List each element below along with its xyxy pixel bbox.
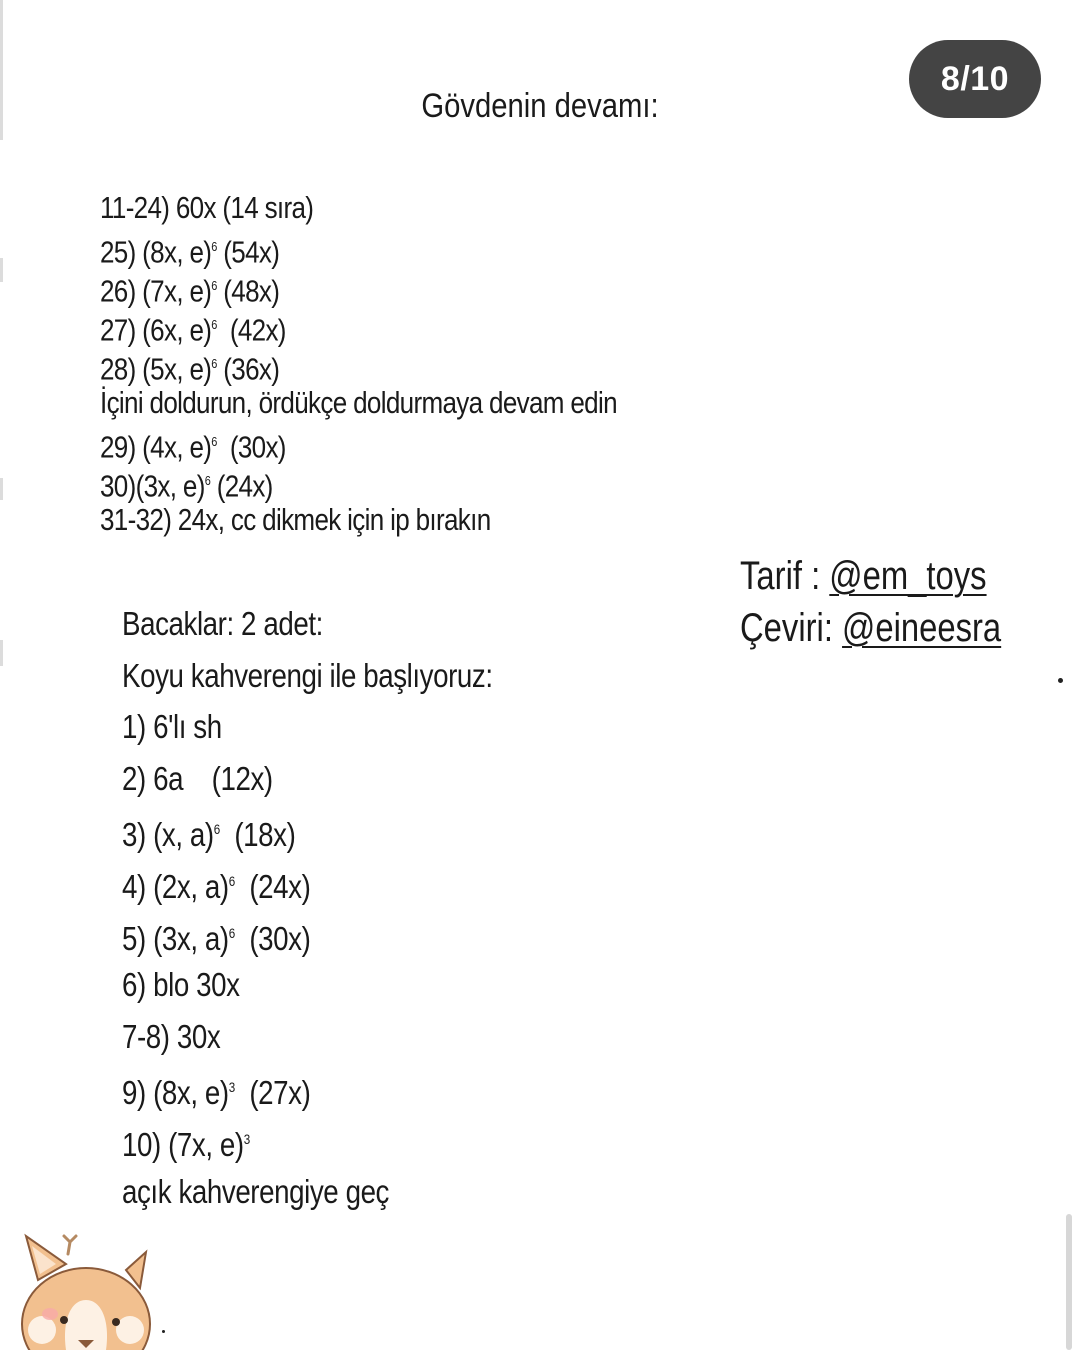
speck-dot	[1058, 678, 1063, 683]
instruction-row	[100, 383, 617, 422]
repeat-count: 6	[211, 356, 217, 371]
repeat-count: 6	[211, 239, 217, 254]
speck-dot	[162, 1330, 165, 1333]
repeat-count: 3	[243, 1130, 250, 1147]
recipe-credit	[740, 550, 986, 602]
line-text: 27) (6x, e)	[100, 312, 212, 348]
instruction-row	[100, 305, 617, 348]
page-indicator-text: 8/10	[940, 59, 1010, 98]
line-text: 28) (5x, e)	[100, 351, 212, 387]
line-text: 2) 6a	[122, 759, 184, 797]
leg-instruction-row	[122, 1114, 493, 1166]
body-instructions	[100, 188, 617, 539]
line-text: 9) (8x, e)	[122, 1074, 229, 1112]
fox-mascot-icon	[18, 1230, 178, 1350]
left-edge-line	[0, 0, 3, 140]
stitch-total: (36x)	[216, 351, 280, 387]
translation-credit	[740, 602, 1002, 654]
leg-instruction-row	[122, 959, 493, 1011]
recipe-handle-link[interactable]: @em_toys	[829, 554, 987, 598]
leg-instruction-row	[122, 856, 493, 908]
stitch-total: (27x)	[234, 1074, 311, 1112]
legs-instructions	[122, 598, 493, 1217]
repeat-count: 6	[211, 278, 217, 293]
line-text: 30)(3x, e)	[100, 468, 205, 504]
line-text: 10) (7x, e)	[122, 1125, 244, 1163]
line-text: 4) (2x, a)	[122, 867, 229, 905]
stitch-total: (24x)	[234, 867, 311, 905]
repeat-count: 6	[211, 434, 217, 449]
repeat-count: 6	[228, 924, 235, 941]
leg-instruction-row	[122, 701, 493, 753]
instruction-row	[100, 344, 617, 387]
line-text: 6) blo 30x	[122, 966, 240, 1004]
repeat-count: 6	[211, 317, 217, 332]
left-edge-line	[0, 478, 3, 500]
instruction-row	[100, 500, 617, 539]
mascot-eye	[112, 1318, 120, 1326]
instruction-row	[100, 188, 617, 227]
stitch-total: (30x)	[216, 429, 286, 465]
mascot-blush	[42, 1308, 58, 1320]
mascot-antler	[64, 1236, 76, 1254]
mascot-right-cheek	[116, 1316, 144, 1344]
line-text: açık kahverengiye geç	[122, 1172, 390, 1210]
leg-instruction-row	[122, 804, 493, 856]
instruction-row	[100, 266, 617, 309]
instruction-row	[100, 461, 617, 504]
instruction-row	[100, 227, 617, 270]
left-edge-line	[0, 640, 3, 666]
stitch-total: (42x)	[216, 312, 286, 348]
line-text: 3) (x, a)	[122, 816, 214, 854]
stitch-total: (30x)	[234, 919, 311, 957]
translation-handle-link[interactable]: @eineesra	[842, 606, 1002, 650]
stitch-total: (24x)	[210, 468, 273, 504]
line-text: 5) (3x, a)	[122, 919, 229, 957]
leg-instruction-row	[122, 1166, 493, 1218]
line-text: 1) 6'lı sh	[122, 708, 222, 746]
translation-label: Çeviri:	[740, 606, 843, 650]
line-text: Koyu kahverengi ile başlıyoruz:	[122, 656, 493, 694]
line-text: İçini doldurun, ördükçe doldurmaya devam edin	[100, 385, 617, 420]
leg-instruction-row	[122, 1011, 493, 1063]
leg-instruction-row	[122, 650, 493, 702]
left-edge-line	[0, 258, 3, 282]
stitch-total: (48x)	[216, 273, 280, 309]
line-text: 11-24) 60x (14 sıra)	[100, 190, 314, 225]
repeat-count: 3	[228, 1079, 235, 1096]
line-text: 31-32) 24x, cc dikmek için ip bırakın	[100, 502, 491, 537]
repeat-count: 6	[204, 473, 211, 488]
recipe-label: Tarif :	[740, 554, 830, 598]
line-text: 25) (8x, e)	[100, 234, 212, 270]
legs-heading: Bacaklar: 2 adet:	[122, 605, 323, 642]
mascot-left-cheek	[28, 1316, 56, 1344]
scrollbar-thumb[interactable]	[1066, 1214, 1072, 1350]
leg-instruction-row	[122, 753, 493, 805]
line-text: 26) (7x, e)	[100, 273, 212, 309]
stitch-total: (18x)	[219, 816, 296, 854]
stitch-total: (12x)	[211, 759, 273, 797]
repeat-count: 6	[213, 821, 220, 838]
page-title: Gövdenin devamı:	[421, 87, 659, 125]
line-text: 29) (4x, e)	[100, 429, 212, 465]
instruction-row	[100, 422, 617, 465]
leg-instruction-row	[122, 908, 493, 960]
stitch-total: (54x)	[216, 234, 280, 270]
leg-instruction-row	[122, 1062, 493, 1114]
mascot-eye	[60, 1316, 68, 1324]
credits-block	[740, 550, 1002, 654]
line-text: 7-8) 30x	[122, 1017, 221, 1055]
repeat-count: 6	[228, 872, 235, 889]
